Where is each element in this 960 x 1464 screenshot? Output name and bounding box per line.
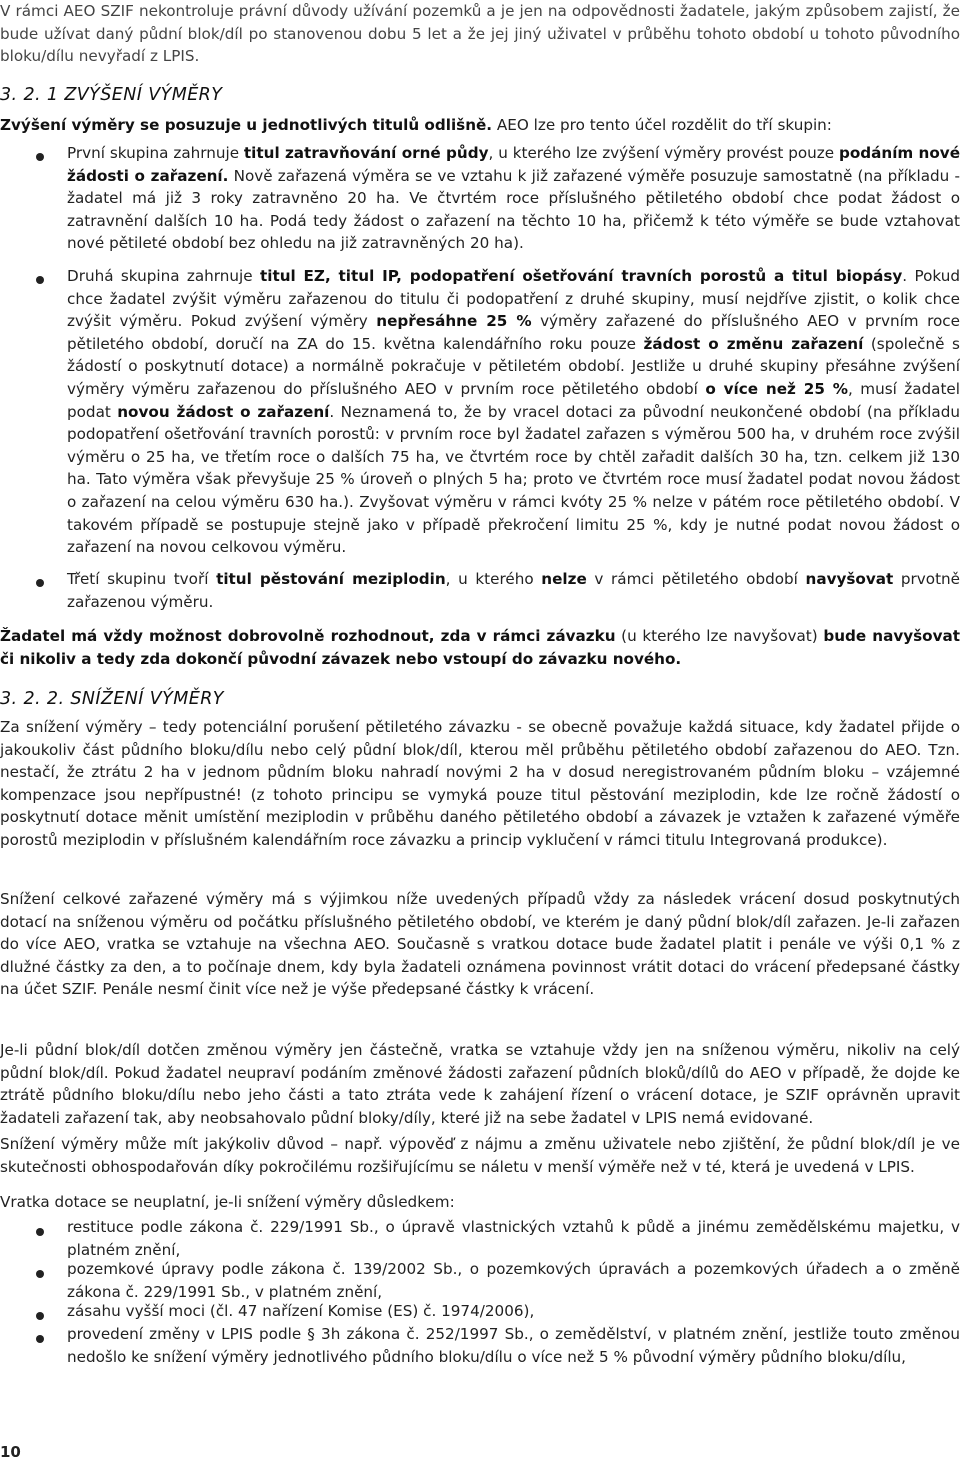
bold-text: o více než 25 % [705,379,849,398]
text-run: prvotně zařazenou výměru. [67,570,960,611]
section-heading-zvyseni: 3. 2. 1 ZVÝŠENÍ VÝMĚRY [0,85,223,105]
bold-text: žádost o změnu zařazení [643,334,864,353]
text-run: , u kterého lze zvýšení výměry provést pouze [488,144,839,162]
list-item: pozemkové úpravy podle zákona č. 139/2002 Sb., o pozemkových úpravách a pozemkových úřadech a o změně zákona č. 229/1991 Sb., v platném znění, [67,1260,960,1301]
bullet-marker [36,1270,44,1278]
list-item: provedení změny v LPIS podle § 3h zákona č. 252/1997 Sb., o zemědělství, v platném znění, jestliže touto změnou nedošlo ke snížení výměry jednotlivého půdního bloku/dílu o více než 5 % původní výměry půdního bloku/dílu, [67,1325,960,1366]
bold-text: titul EZ, titul IP, podopatření ošetřování travních porostů a titul biopásy [259,267,903,285]
bold-text: titul zatravňování orné půdy [243,144,489,162]
section-heading-snizeni: 3. 2. 2. SNÍŽENÍ VÝMĚRY [0,689,224,709]
text-run: První skupina zahrnuje [67,144,244,162]
text-run: , u kterého [445,570,542,588]
list-item: restituce podle zákona č. 229/1991 Sb., o úpravě vlastnických vztahů k půdě a jinému zemědělskému majetku, v platném znění, [67,1218,960,1259]
paragraph-5: Vratka dotace se neuplatní, je-li snížení výměry důsledkem: [0,1193,455,1211]
section-lead [0,114,960,137]
intro-paragraph: V rámci AEO SZIF nekontroluje právní důvody užívání pozemků a je jen na odpovědnosti žadatele, jakým způsobem zajistí, že bude užívat daný půdní blok/díl po stanovenou dobu 5 let a že jej jiný uživatel v průběhu tohoto období u tohoto původního bloku/dílu nevyřadí z LPIS. [0,2,960,66]
bullet-marker [36,153,44,161]
bold-text: novou žádost o zařazení [117,402,330,421]
bold-text: navyšovat [805,570,894,588]
bullet-marker [36,1228,44,1236]
bullet-marker [36,579,44,587]
bold-text: podáním nové žádosti o zařazení. [67,144,960,185]
text-run: . Neznamená to, že by vracel dotaci za původní neukončené období (na příkladu podopatření ošetřování travních porostů: v prvním roce byl žadatel zařazen s výměrou 500 ha, v druhém roce zvýšil výměru o 25 ha, ve třetím roce o dalších 75 ha, ve čtvrtém roce by chtěl zařadit dalších 30 ha, tzn. celkem již 130 ha. Tato výměra však převyšuje 25 % úroveň o plných 5 ha; proto ve čtvrtém roce musí žadatel podat novou žádost o zařazení na celou výměru 630 ha.). Zvyšovat výměru v rámci kvóty 25 % nelze v pátém roce pětiletého období. V takovém případě se postupuje stejně jako v případě překročení limitu 25 %, kdy je nutné podat novou žádost o zařazení na novou celkovou výměru. [67,402,960,557]
bullet-group-2 [67,265,960,559]
paragraph-4: Snížení výměry může mít jakýkoliv důvod – např. výpověď z nájmu a změnu uživatele nebo zjištění, že půdní blok/díl je ve skutečnosti obhospodařován díky pokročilému rozšiřujícímu se náletu v menší výměře než v té, která je uvedená v LPIS. [0,1135,960,1176]
bold-text: nelze [541,570,587,588]
paragraph-2: Snížení celkové zařazené výměry má s výjimkou níže uvedených případů vždy za následek vrácení dosud poskytnutých dotací na sníženou výměru od počátku příslušného pětiletého období, ve kterém je daný půdní blok/díl zařazen. Je-li zařazen do více AEO, vratka se vztahuje na všechna AEO. Současně s vratkou dotace bude žadatel platit i penále ve výši 0,1 % z dlužné částky za den, a to počínaje dnem, kdy byla žadateli oznámena povinnost vrátit dotaci do vrácení předepsané částky na účet SZIF. Penále nesmí činit více než je výše předepsané částky k vrácení. [0,890,960,999]
text-run: výměry zařazené do příslušného AEO v prvním roce pětiletého období, doručí na ZA do 15. května kalendářního roku pouze [67,312,960,353]
section-lead-rest: AEO lze pro tento účel rozdělit do tří skupin: [492,116,832,134]
bold-text: Žadatel má vždy možnost dobrovolně rozhodnout, zda v rámci závazku [0,627,616,645]
paragraph-3: Je-li půdní blok/díl dotčen změnou výměry jen částečně, vratka se vztahuje vždy jen na sníženou výměru, nikoliv na celý půdní blok/díl. Pokud žadatel neupraví podáním změnové žádosti zařazení půdních bloků/dílů do AEO v případě, že dojde ke ztrátě půdního bloku/dílu nebo jeho části a tato ztráta vede k zahájení řízení o vrácení dotace, je SZIF oprávněn upravit žadateli zařazení tak, aby neobsahovalo půdní bloky/díly, které již na sebe žadatel v LPIS nemá evidované. [0,1041,960,1127]
list-item: zásahu vyšší moci (čl. 47 nařízení Komise (ES) č. 1974/2006), [67,1302,535,1320]
bold-text: nepřesáhne 25 % [376,312,532,331]
text-run: Nově zařazená výměra se ve vztahu k již zařazené výměře posuzuje samostatně (na příkladu - žadatel má již 3 roky zatravněno 20 ha. Ve čtvrtém roce příslušného pětiletého období chce podat žádost o zatravnění dalších 10 ha. Podá tedy žádost o zařazení na těchto 10 ha, přičemž k této výměře se bude vztahovat nové pětileté období bez ohledu na již zatravněných 20 ha). [67,166,960,253]
bullet-group-1 [67,142,960,255]
bold-text: titul pěstování meziplodin [216,570,446,588]
bullet-group-3 [67,568,960,613]
section-lead-bold: Zvýšení výměry se posuzuje u jednotlivých titulů odlišně. [0,116,493,134]
text-run: Druhá skupina zahrnuje [67,267,260,285]
text-run: , musí žadatel podat [67,379,960,421]
text-run: (u kterého lze navyšovat) [615,627,824,645]
paragraph-1: Za snížení výměry – tedy potenciální porušení pětiletého závazku - se obecně považuje každá situace, kdy žadatel přijde o jakoukoliv část půdního bloku/dílu nebo celý půdní blok/díl, kterou měl průběhu pětiletého období zařazenou do AEO. Tzn. nestačí, že ztrátu 2 ha v jednom půdním bloku nahradí novými 2 ha v dosud neregistrovaném půdním bloku – vzájemné kompenzace jsou nepřípustné! (z tohoto principu se vymyká pouze titul pěstování meziplodin, kde lze ročně žádostí o poskytnutí dotace měnit umístění meziplodin v průběhu daného pětiletého období a závazek je vztažen k zařazené výměře porostů meziplodin v příslušném kalendářním roce závazku a princip vyklučení v rámci titulu Integrovaná produkce). [0,718,960,849]
page-number: 10 [0,1443,21,1461]
text-run: v rámci pětiletého období [586,570,806,588]
bullet-marker [36,276,44,284]
bullet-marker [36,1335,44,1343]
bold-text: bude navyšovat či nikoliv a tedy zda dokončí původní závazek nebo vstoupí do závazku nového. [0,627,960,668]
bullet-marker [36,1312,44,1320]
text-run: . Pokud chce žadatel zvýšit výměru zařazenou do titulu či podopatření z druhé skupiny, musí nejdříve zjistit, o kolik chce zvýšit výměru. Pokud zvýšení výměry [67,267,960,331]
text-run: Třetí skupinu tvoří [67,570,217,588]
text-run: (společně s žádostí o poskytnutí dotace) a normálně pokračuje v pětiletém období. Jestliže u druhé skupiny přesáhne zvýšení výměry výměru zařazenou do příslušného AEO v prvním roce pětiletého období [67,334,960,398]
closing-paragraph [0,625,960,670]
